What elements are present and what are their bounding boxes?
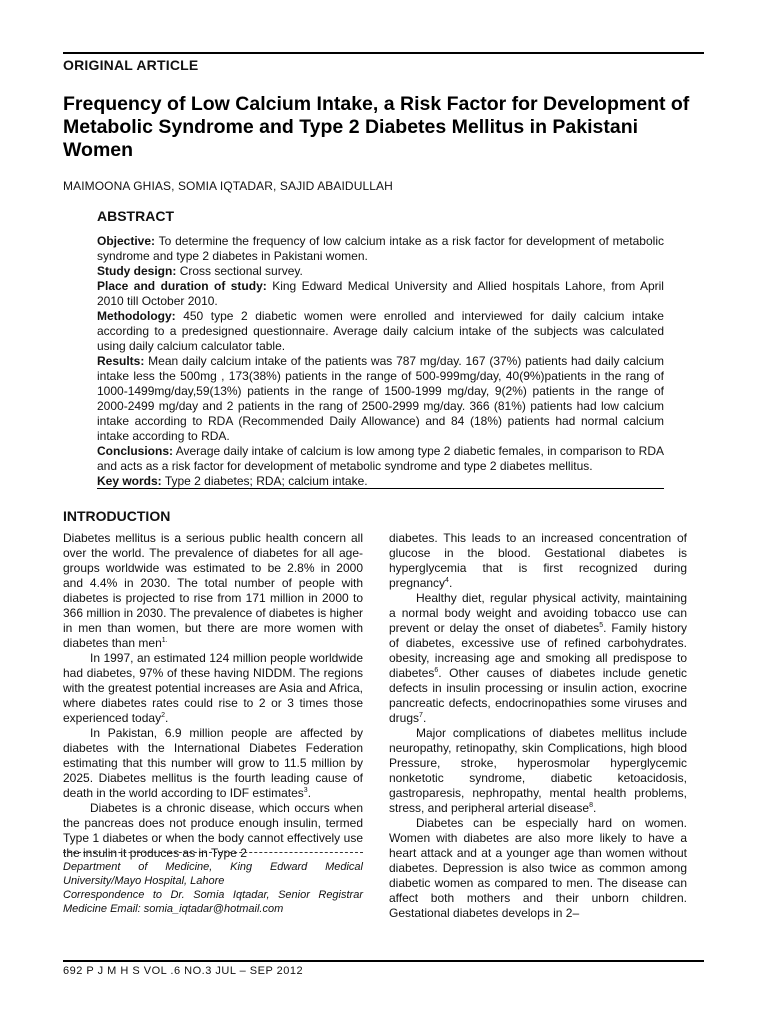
place-label: Place and duration of study: [97,279,267,293]
intro-paragraph [63,651,363,726]
results-label: Results: [97,354,145,368]
intro-text: In Pakistan, 6.9 million people are affected by diabetes with the International Diabetes Federation estimating that this number will grow to 11.5 million by 2025. Diabetes mellitus is the fourth leading cause of death in the world according to IDF estimates [63,726,363,800]
design-text: Cross sectional survey. [179,264,303,278]
keywords-label: Key words: [97,474,162,488]
keywords-text: Type 2 diabetes; RDA; calcium intake. [164,474,368,488]
conclusions-text: Average daily intake of calcium is low among type 2 diabetic females, in comparison to RDA and acts as a risk factor for development of metabolic syndrome and type 2 diabetes mellitus. [97,444,665,473]
reference-marker: 4 [445,577,449,584]
intro-text: . Other causes of diabetes include genetic defects in insulin processing or insulin action, exocrine pancreatic defects, endocrinopathies some viruses and drugs [389,666,687,725]
intro-paragraph [389,816,687,921]
abstract-place [97,279,664,309]
intro-text: In 1997, an estimated 124 million people worldwide had diabetes, 97% of these having NIDDM. The regions with the greatest potential increases are Asia and Africa, where diabetes rates could rise to 2 or 3 times those experienced today [63,651,363,725]
abstract-heading: ABSTRACT [97,208,174,224]
top-rule [63,52,704,54]
intro-paragraph [63,531,363,651]
intro-text: . [422,711,427,725]
objective-text: To determine the frequency of low calcium intake as a risk factor for development of metabolic syndrome and type 2 diabetes in Pakistani women. [97,234,664,263]
reference-marker: 1. [161,637,168,644]
intro-text: . [307,786,312,800]
authors: MAIMOONA GHIAS, SOMIA IQTADAR, SAJID ABAIDULLAH [63,179,393,193]
abstract-conclusions [97,444,664,474]
methodology-text: 450 type 2 diabetic women were enrolled and interviewed for daily calcium intake according to a predesigned questionnaire. Average daily calcium intake of the subjects was calculated using daily calcium calculator table. [97,309,664,353]
affiliation-footnote [63,860,363,916]
intro-paragraph [389,531,687,591]
abstract-body [97,234,664,489]
intro-text: Healthy diet, regular physical activity, maintaining a normal body weight and avoiding tobacco use can prevent or delay the onset of diabetes [389,591,687,635]
intro-text: diabetes. This leads to an increased concentration of glucose in the blood. Gestational diabetes is hyperglycemia that is first recognized during pregnancy [389,531,687,590]
intro-paragraph [389,726,687,816]
intro-text: Diabetes can be especially hard on women. Women with diabetes are also more likely to have a heart attack and at a younger age than women without diabetes. Depression is also twice as common among diabetic women as compared to men. The disease can affect both mothers and their unborn children. Gestational diabetes develops in 2– [389,816,687,920]
intro-right-column [389,531,687,921]
reference-marker: 6 [434,667,439,674]
affiliation-correspondence: Correspondence to Dr. Somia Iqtadar, Senior Registrar Medicine Email: somia_iqtadar@hotmail.com [63,889,363,915]
reference-marker: 2 [161,712,165,719]
design-label: Study design: [97,264,177,278]
abstract-design [97,264,664,279]
reference-marker: 7 [419,712,423,719]
introduction-heading: INTRODUCTION [63,508,171,524]
abstract-results [97,354,664,444]
reference-marker: 5 [599,622,604,629]
objective-label: Objective: [97,234,156,248]
place-text: King Edward Medical University and Allied hospitals Lahore, from April 2010 till October 2010. [97,279,664,308]
intro-paragraph [63,726,363,801]
intro-paragraph [389,591,687,726]
section-label: ORIGINAL ARTICLE [63,57,199,73]
abstract-methodology [97,309,664,354]
abstract-rule [97,488,664,489]
intro-text: Major complications of diabetes mellitus include neuropathy, retinopathy, skin Complications, high blood Pressure, stroke, hyperosmolar hyperglycemic nonketotic syndrome, diabetic ketoacidosis, gastroparesis, nephropathy, mental health problems, stress, and peripheral arterial disease [389,726,687,815]
footnote-divider [63,852,363,853]
intro-left-column [63,531,363,861]
footer-rule [63,960,704,962]
methodology-label: Methodology: [97,309,176,323]
reference-marker: 8 [589,802,594,809]
abstract-keywords [97,474,664,489]
intro-text: Diabetes mellitus is a serious public health concern all over the world. The prevalence of diabetes for all age-groups worldwide was estimated to be 2.8% in 2000 and 4.4% in 2030. The total number of people with diabetes is projected to rise from 171 million in 2000 to 366 million in 2030. The prevalence of diabetes is higher in men than women, but there are more women with diabetes than men [63,531,363,650]
conclusions-label: Conclusions: [97,444,174,458]
intro-text: Diabetes is a chronic disease, which occurs when the pancreas does not produce enough insulin, termed Type 1 diabetes or when the body cannot effectively use the insulin it produces as in Type 2 [63,801,363,860]
page-footer: 692 P J M H S VOL .6 NO.3 JUL – SEP 2012 [63,965,304,977]
results-text: Mean daily calcium intake of the patients was 787 mg/day. 167 (37%) patients had daily calcium intake less the 500mg , 173(38%) patients in the range of 500-999mg/day, 40(9%)patients in the rang of 1000-1499mg/day,59(13%) patients in the range of 1500-1999 mg/day, 9(2%) patients in the range of 2000-2499 mg/day and 2 patients in the rang of 2500-2999 mg/day. 366 (81%) patients had low calcium intake according to RDA (Recommended Daily Allowance) and 84 (18%) patients had normal calcium intake according to RDA. [97,354,664,443]
affiliation-department: Department of Medicine, King Edward Medical University/Mayo Hospital, Lahore [63,861,363,887]
intro-text: . Family history of diabetes, excessive use of refined carbohydrates. obesity, increasing age and smoking all predispose to diabetes [389,621,687,680]
reference-marker: 3 [303,787,308,794]
abstract-objective [97,234,664,264]
article-title: Frequency of Low Calcium Intake, a Risk Factor for Development of Metabolic Syndrome and Type 2 Diabetes Mellitus in Pakistani Women [63,93,690,161]
intro-text: . [593,801,597,815]
intro-text: . [164,711,169,725]
intro-text: . [448,576,453,590]
